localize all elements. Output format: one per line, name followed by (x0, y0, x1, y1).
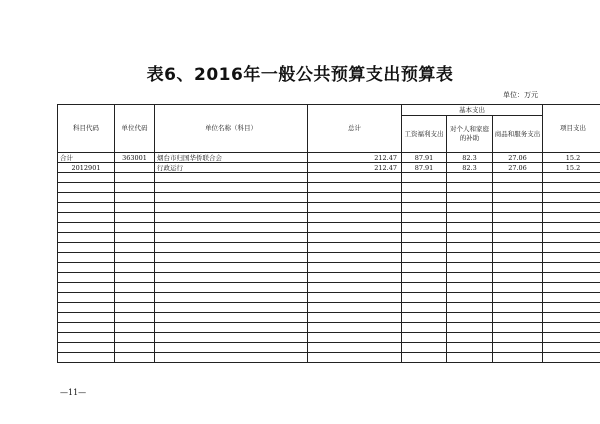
empty-cell (493, 313, 543, 323)
empty-cell (543, 293, 600, 303)
empty-cell (543, 193, 600, 203)
empty-cell (308, 353, 402, 363)
empty-cell (115, 253, 155, 263)
empty-cell (402, 253, 447, 263)
empty-cell (493, 243, 543, 253)
empty-cell (308, 273, 402, 283)
empty-cell (308, 283, 402, 293)
empty-cell (402, 333, 447, 343)
header-basic: 基本支出 (402, 105, 543, 116)
empty-cell (58, 353, 115, 363)
empty-cell (402, 183, 447, 193)
empty-cell (115, 183, 155, 193)
empty-cell (493, 223, 543, 233)
empty-table-row (58, 203, 600, 213)
empty-cell (493, 323, 543, 333)
empty-cell (308, 293, 402, 303)
empty-cell (447, 333, 493, 343)
cell-unit-code (115, 163, 155, 173)
empty-cell (308, 223, 402, 233)
empty-table-row (58, 183, 600, 193)
empty-cell (447, 183, 493, 193)
empty-cell (543, 353, 600, 363)
empty-cell (543, 343, 600, 353)
empty-cell (493, 193, 543, 203)
empty-table-row (58, 243, 600, 253)
empty-cell (58, 333, 115, 343)
empty-cell (402, 233, 447, 243)
empty-cell (155, 293, 308, 303)
empty-cell (58, 313, 115, 323)
empty-cell (308, 263, 402, 273)
empty-cell (308, 343, 402, 353)
empty-cell (58, 253, 115, 263)
empty-cell (115, 243, 155, 253)
table-row (58, 163, 600, 173)
empty-cell (115, 193, 155, 203)
empty-cell (543, 273, 600, 283)
header-project: 项目支出 (543, 105, 600, 153)
header-salary: 工资福利支出 (402, 116, 447, 153)
empty-cell (543, 213, 600, 223)
empty-cell (447, 263, 493, 273)
cell-goods: 27.06 (493, 163, 543, 173)
empty-cell (493, 213, 543, 223)
empty-table-row (58, 343, 600, 353)
empty-cell (308, 173, 402, 183)
empty-cell (402, 273, 447, 283)
empty-cell (493, 333, 543, 343)
empty-table-row (58, 193, 600, 203)
empty-cell (155, 263, 308, 273)
empty-cell (543, 263, 600, 273)
empty-cell (58, 273, 115, 283)
empty-cell (115, 173, 155, 183)
empty-cell (493, 253, 543, 263)
empty-cell (115, 313, 155, 323)
header-subject-code: 科目代码 (58, 105, 115, 153)
empty-cell (402, 303, 447, 313)
empty-cell (402, 353, 447, 363)
empty-cell (58, 173, 115, 183)
empty-cell (308, 193, 402, 203)
page-number: —11— (60, 388, 87, 397)
empty-table-row (58, 323, 600, 333)
empty-cell (543, 203, 600, 213)
empty-cell (308, 303, 402, 313)
empty-cell (308, 333, 402, 343)
empty-cell (155, 213, 308, 223)
cell-salary: 87.91 (402, 163, 447, 173)
cell-total: 212.47 (308, 163, 402, 173)
empty-cell (402, 243, 447, 253)
page-title: 表6、2016年一般公共预算支出预算表 (146, 65, 454, 85)
empty-cell (493, 293, 543, 303)
empty-cell (402, 173, 447, 183)
empty-cell (155, 273, 308, 283)
empty-cell (447, 173, 493, 183)
header-total: 总计 (308, 105, 402, 153)
empty-table-row (58, 293, 600, 303)
empty-cell (115, 213, 155, 223)
empty-cell (447, 233, 493, 243)
empty-cell (115, 283, 155, 293)
empty-cell (543, 243, 600, 253)
empty-cell (115, 273, 155, 283)
empty-cell (447, 293, 493, 303)
empty-cell (155, 303, 308, 313)
empty-cell (493, 283, 543, 293)
empty-cell (447, 313, 493, 323)
empty-cell (308, 323, 402, 333)
empty-table-row (58, 313, 600, 323)
empty-cell (308, 213, 402, 223)
header-personal: 对个人和家庭的补助 (447, 116, 493, 153)
empty-cell (58, 323, 115, 333)
empty-cell (308, 243, 402, 253)
empty-cell (115, 223, 155, 233)
empty-cell (58, 183, 115, 193)
empty-cell (308, 313, 402, 323)
empty-cell (115, 263, 155, 273)
empty-cell (58, 223, 115, 233)
empty-cell (493, 203, 543, 213)
empty-cell (155, 233, 308, 243)
empty-cell (447, 353, 493, 363)
empty-cell (155, 253, 308, 263)
empty-cell (58, 243, 115, 253)
empty-cell (447, 323, 493, 333)
empty-cell (115, 343, 155, 353)
empty-cell (543, 233, 600, 243)
empty-cell (58, 283, 115, 293)
empty-cell (543, 303, 600, 313)
empty-cell (493, 183, 543, 193)
cell-salary: 87.91 (402, 153, 447, 163)
empty-cell (115, 323, 155, 333)
empty-cell (58, 343, 115, 353)
table-body (58, 153, 600, 363)
empty-cell (402, 193, 447, 203)
empty-cell (402, 263, 447, 273)
budget-table (57, 104, 600, 363)
empty-table-row (58, 273, 600, 283)
empty-cell (447, 243, 493, 253)
empty-cell (115, 353, 155, 363)
empty-cell (447, 343, 493, 353)
empty-cell (308, 203, 402, 213)
empty-cell (155, 343, 308, 353)
table-row (58, 153, 600, 163)
empty-cell (155, 183, 308, 193)
empty-cell (493, 353, 543, 363)
cell-goods: 27.06 (493, 153, 543, 163)
unit-label: 单位：万元 (503, 91, 538, 99)
empty-cell (447, 223, 493, 233)
empty-table-row (58, 173, 600, 183)
empty-cell (155, 313, 308, 323)
empty-table-row (58, 253, 600, 263)
empty-cell (308, 233, 402, 243)
empty-cell (402, 323, 447, 333)
header-unit-name: 单位名称（科目） (155, 105, 308, 153)
empty-cell (155, 353, 308, 363)
empty-cell (402, 213, 447, 223)
empty-cell (447, 283, 493, 293)
empty-cell (115, 293, 155, 303)
empty-table-row (58, 233, 600, 243)
empty-table-row (58, 333, 600, 343)
empty-cell (543, 173, 600, 183)
empty-cell (308, 183, 402, 193)
empty-cell (543, 283, 600, 293)
empty-cell (447, 273, 493, 283)
empty-cell (402, 223, 447, 233)
empty-table-row (58, 303, 600, 313)
empty-cell (543, 323, 600, 333)
empty-cell (155, 243, 308, 253)
empty-cell (155, 223, 308, 233)
empty-cell (493, 233, 543, 243)
empty-cell (115, 203, 155, 213)
empty-cell (447, 253, 493, 263)
empty-cell (115, 303, 155, 313)
empty-cell (493, 173, 543, 183)
cell-personal: 82.3 (447, 163, 493, 173)
cell-total: 212.47 (308, 153, 402, 163)
empty-table-row (58, 213, 600, 223)
empty-cell (58, 213, 115, 223)
cell-subject-code: 2012901 (58, 163, 115, 173)
empty-cell (155, 333, 308, 343)
empty-cell (447, 303, 493, 313)
empty-cell (58, 303, 115, 313)
cell-unit-code: 363001 (115, 153, 155, 163)
cell-unit-name: 烟台市归国华侨联合会 (155, 153, 308, 163)
empty-cell (543, 313, 600, 323)
empty-cell (402, 203, 447, 213)
empty-cell (155, 173, 308, 183)
empty-table-row (58, 283, 600, 293)
empty-cell (493, 303, 543, 313)
empty-cell (402, 293, 447, 303)
header-unit-code: 单位代码 (115, 105, 155, 153)
empty-cell (58, 193, 115, 203)
empty-cell (402, 343, 447, 353)
empty-cell (155, 193, 308, 203)
empty-cell (58, 233, 115, 243)
cell-project: 15.2 (543, 163, 600, 173)
empty-cell (543, 223, 600, 233)
empty-cell (58, 293, 115, 303)
empty-cell (493, 343, 543, 353)
cell-subject-code: 合计 (58, 153, 115, 163)
empty-table-row (58, 223, 600, 233)
header-goods: 商品和服务支出 (493, 116, 543, 153)
empty-cell (447, 203, 493, 213)
empty-cell (543, 253, 600, 263)
empty-cell (543, 183, 600, 193)
empty-table-row (58, 263, 600, 273)
empty-cell (402, 313, 447, 323)
empty-cell (493, 273, 543, 283)
empty-cell (115, 333, 155, 343)
empty-cell (543, 333, 600, 343)
empty-cell (155, 283, 308, 293)
empty-cell (115, 233, 155, 243)
empty-cell (493, 263, 543, 273)
cell-unit-name: 行政运行 (155, 163, 308, 173)
empty-cell (447, 213, 493, 223)
empty-cell (58, 203, 115, 213)
cell-personal: 82.3 (447, 153, 493, 163)
empty-cell (308, 253, 402, 263)
empty-table-row (58, 353, 600, 363)
empty-cell (58, 263, 115, 273)
cell-project: 15.2 (543, 153, 600, 163)
empty-cell (402, 283, 447, 293)
empty-cell (155, 203, 308, 213)
empty-cell (447, 193, 493, 203)
empty-cell (155, 323, 308, 333)
